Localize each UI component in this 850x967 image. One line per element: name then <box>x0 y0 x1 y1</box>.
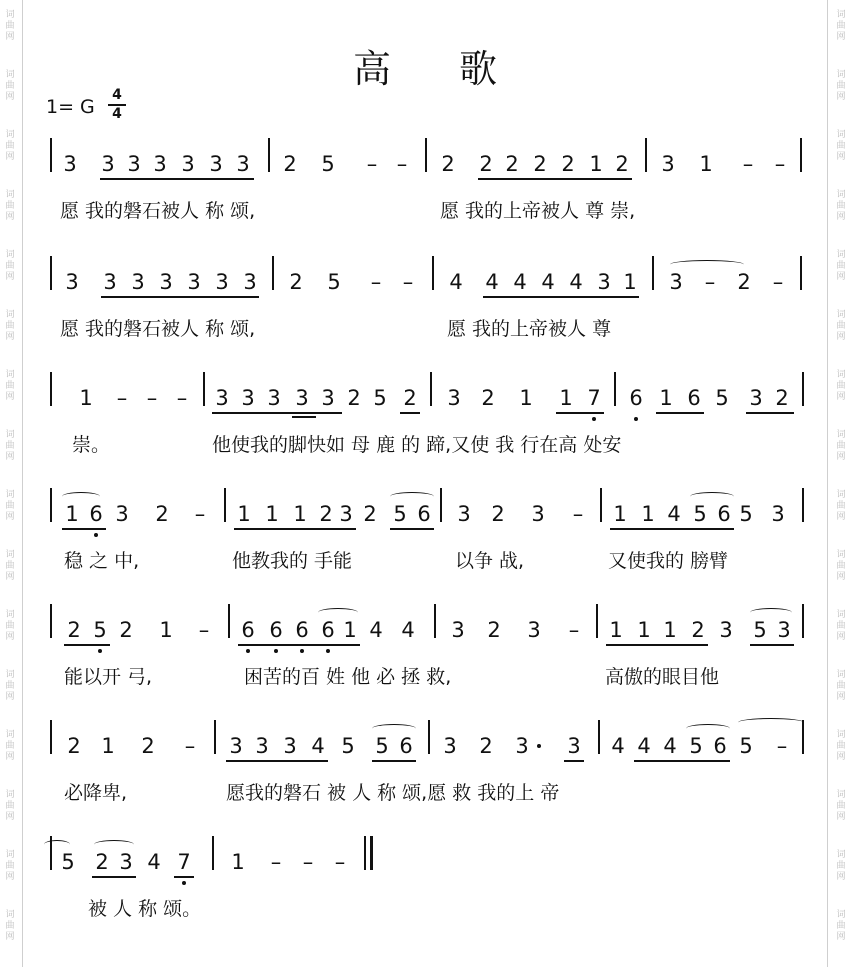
score-system-3: 1 – – – 3 3 3 3 3 2 5 2 3 2 1 1 7 6 1 6 5 3 2 崇。 他使我的脚快如 母 鹿 的 蹄,又使 我 行在高 处安 <box>0 386 850 486</box>
watermark-text: 词 曲 网 <box>5 610 15 642</box>
lyric-line: 高傲的眼目他 <box>605 666 720 688</box>
watermark-text: 词 曲 网 <box>5 790 15 822</box>
barline <box>600 488 602 522</box>
barline <box>440 488 442 522</box>
watermark-text: 词 曲 网 <box>836 10 846 42</box>
barline <box>802 720 804 754</box>
watermark-text: 词 曲 网 <box>5 850 15 882</box>
score-system-1: 3 3 3 3 3 3 3 2 5 – – 2 2 2 2 2 1 2 3 1 – – 愿 我的磐石被人 称 颂, 愿 我的上帝被人 尊 崇, <box>0 152 850 252</box>
score-system-6: 2 1 2 – 3 3 3 4 5 5 6 3 2 3 3 4 4 4 5 6 5 – 必降卑, 愿我的磐石 被 人 称 颂,愿 救 我的上 帝 <box>0 734 850 834</box>
lyric-line: 被 人 称 颂。 <box>88 898 202 920</box>
watermark-text: 词 曲 网 <box>836 850 846 882</box>
lyric-line: 愿 我的上帝被人 尊 崇, <box>440 200 636 222</box>
watermark-text: 词 曲 网 <box>836 610 846 642</box>
lyric-line: 愿我的磐石 被 人 称 颂,愿 救 我的上 帝 <box>226 782 560 804</box>
watermark-text: 词 曲 网 <box>5 730 15 762</box>
watermark-text: 词 曲 网 <box>5 430 15 462</box>
watermark-text: 词 曲 网 <box>836 490 846 522</box>
watermark-text: 词 曲 网 <box>836 370 846 402</box>
time-signature <box>108 88 126 122</box>
watermark-text: 词 曲 网 <box>836 730 846 762</box>
watermark-text: 词 曲 网 <box>5 190 15 222</box>
watermark-text: 词 曲 网 <box>836 310 846 342</box>
time-signature-bottom: 4 <box>112 106 122 122</box>
watermark-text: 词 曲 网 <box>836 550 846 582</box>
lyric-line: 能以开 弓, <box>64 666 153 688</box>
barline <box>214 720 216 754</box>
lyric-line: 以争 战, <box>455 550 525 572</box>
watermark-text: 词 曲 网 <box>836 670 846 702</box>
watermark-text: 词 曲 网 <box>836 130 846 162</box>
score-system-7: 5 2 3 4 7 1 – – – 被 人 称 颂。 <box>0 850 850 950</box>
barline <box>432 256 434 290</box>
final-barline-thick <box>370 836 373 870</box>
watermark-text: 词 曲 网 <box>836 250 846 282</box>
score-system-4: 1 6 3 2 – 1 1 1 2 3 2 5 6 3 2 3 – 1 1 4 5 6 5 3 稳 之 中, 他教我的 手能 以争 战, 又使我的 膀臂 <box>0 502 850 602</box>
barline <box>228 604 230 638</box>
barline <box>800 138 802 172</box>
barline <box>598 720 600 754</box>
key-signature: 1= G <box>46 96 95 118</box>
watermark-text: 词 曲 网 <box>5 670 15 702</box>
barline <box>802 372 804 406</box>
barline <box>645 138 647 172</box>
barline <box>224 488 226 522</box>
barline <box>425 138 427 172</box>
final-barline-thin <box>364 836 366 870</box>
watermark-text: 词 曲 网 <box>5 70 15 102</box>
page-title: 高 歌 <box>352 47 526 91</box>
watermark-text: 词 曲 网 <box>5 310 15 342</box>
watermark-text: 词 曲 网 <box>836 190 846 222</box>
watermark-text: 词 曲 网 <box>836 910 846 942</box>
barline <box>268 138 270 172</box>
lyric-line: 稳 之 中, <box>64 550 140 572</box>
watermark-text: 词 曲 网 <box>5 370 15 402</box>
lyric-line: 愿 我的上帝被人 尊 <box>447 318 612 340</box>
lyric-line: 崇。 <box>72 434 111 456</box>
barline <box>802 604 804 638</box>
watermark-text: 词 曲 网 <box>836 70 846 102</box>
score-system-5: 2 5 2 1 – 6 6 6 6 1 4 4 3 2 3 – 1 1 1 2 3 5 3 能以开 弓, 困苦的百 姓 他 必 拯 救, 高傲的眼目他 <box>0 618 850 718</box>
barline <box>50 138 52 172</box>
watermark-text: 词 曲 网 <box>5 250 15 282</box>
barline <box>212 836 214 870</box>
barline <box>50 488 52 522</box>
lyric-line: 愿 我的磐石被人 称 颂, <box>60 318 256 340</box>
lyric-line: 他使我的脚快如 母 鹿 的 蹄,又使 我 行在高 处安 <box>212 434 622 456</box>
barline <box>50 256 52 290</box>
watermark-text: 词 曲 网 <box>5 490 15 522</box>
watermark-text: 词 曲 网 <box>5 130 15 162</box>
barline <box>596 604 598 638</box>
lyric-line: 又使我的 膀臂 <box>608 550 729 572</box>
barline <box>50 372 52 406</box>
watermark-text: 词 曲 网 <box>5 550 15 582</box>
watermark-text: 词 曲 网 <box>5 10 15 42</box>
barline <box>800 256 802 290</box>
barline <box>50 720 52 754</box>
barline <box>272 256 274 290</box>
watermark-text: 词 曲 网 <box>5 910 15 942</box>
barline <box>428 720 430 754</box>
barline <box>430 372 432 406</box>
lyric-line: 愿 我的磐石被人 称 颂, <box>60 200 256 222</box>
lyric-line: 他教我的 手能 <box>232 550 353 572</box>
barline <box>203 372 205 406</box>
score-system-2: 3 3 3 3 3 3 3 2 5 – – 4 4 4 4 4 3 1 3 – 2 – 愿 我的磐石被人 称 颂, 愿 我的上帝被人 尊 <box>0 270 850 370</box>
lyric-line: 困苦的百 姓 他 必 拯 救, <box>244 666 452 688</box>
watermark-text: 词 曲 网 <box>836 790 846 822</box>
time-signature-top: 4 <box>112 87 122 103</box>
lyric-line: 必降卑, <box>64 782 128 804</box>
watermark-text: 词 曲 网 <box>836 430 846 462</box>
barline <box>802 488 804 522</box>
barline <box>652 256 654 290</box>
barline <box>614 372 616 406</box>
barline <box>434 604 436 638</box>
barline <box>50 604 52 638</box>
watermark-column-right <box>831 0 850 967</box>
